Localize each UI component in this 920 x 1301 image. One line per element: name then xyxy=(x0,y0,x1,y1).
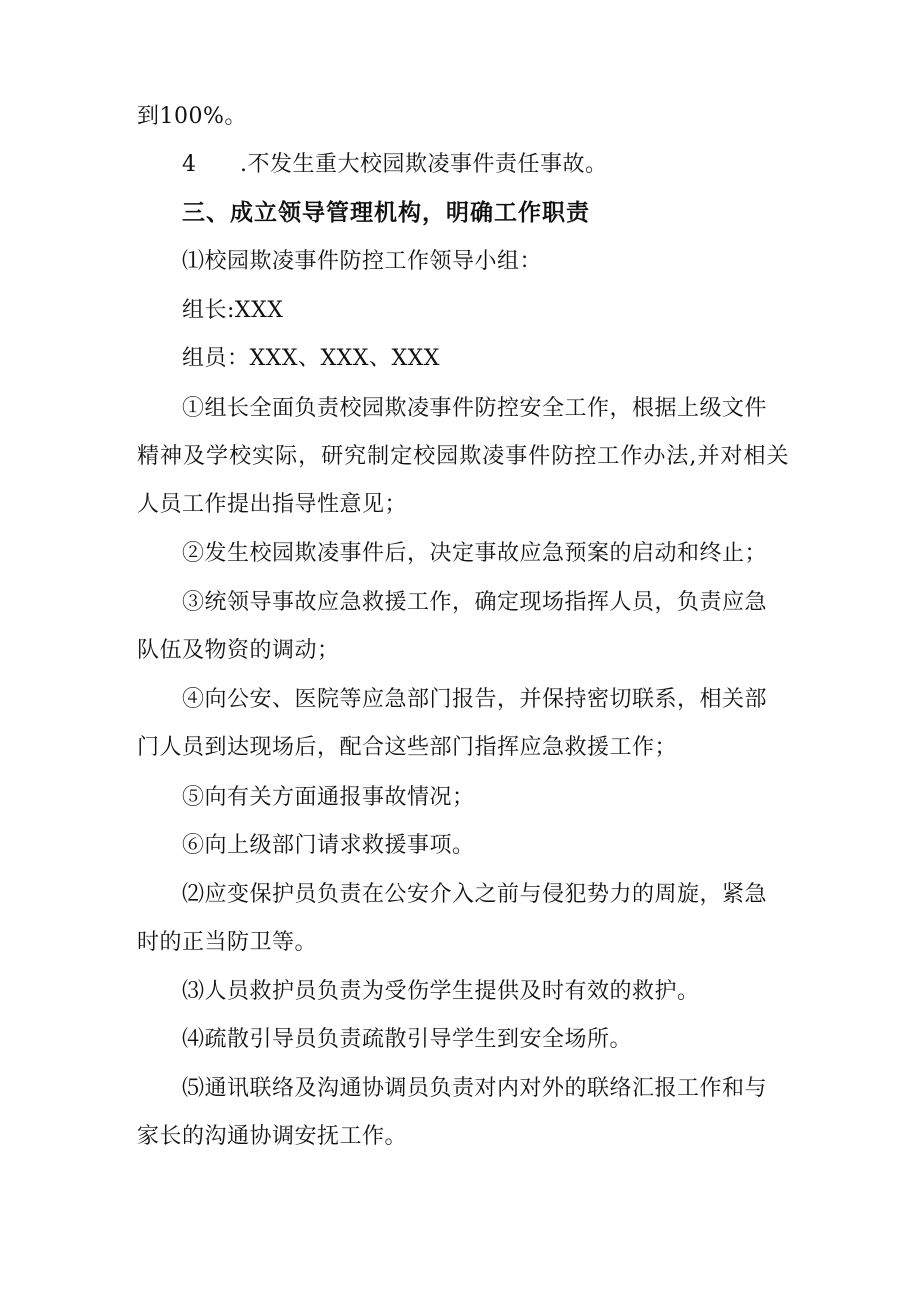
duty-2: ②发生校园欺凌事件后，决定事故应急预案的启动和终止； xyxy=(182,541,768,566)
duty-4-line-1: ④向公安、医院等应急部门报告，并保持密切联系，相关部 xyxy=(182,687,768,712)
duty-6: ⑥向上级部门请求救援事项。 xyxy=(182,833,475,858)
group-members: 组员：XXX、XXX、XXX xyxy=(182,346,440,371)
role-2-line-2: 时的正当防卫等。 xyxy=(137,930,318,955)
duty-1-line-2: 精神及学校实际，研究制定校园欺凌事件防控工作办法,并对相关 xyxy=(137,444,789,469)
item-4-text: .不发生重大校园欺凌事件责任事故。 xyxy=(240,152,608,177)
role-4: ⑷疏散引导员负责疏散引导学生到安全场所。 xyxy=(182,1027,633,1052)
duty-5: ⑤向有关方面通报事故情况； xyxy=(182,785,475,810)
duty-1-line-3: 人员工作提出指导性意见； xyxy=(137,492,408,517)
continuation-line: 到100%。 xyxy=(137,104,247,129)
role-3: ⑶人员救护员负责为受伤学生提供及时有效的救护。 xyxy=(182,979,700,1004)
duty-3-line-1: ③统领导事故应急救援工作，确定现场指挥人员，负责应急 xyxy=(182,590,768,615)
group-title: ⑴校园欺凌事件防控工作领导小组： xyxy=(182,249,543,274)
duty-4-line-2: 门人员到达现场后，配合这些部门指挥应急救援工作； xyxy=(137,735,678,760)
item-4 xyxy=(182,150,608,180)
item-4-number: 4 xyxy=(182,152,197,177)
section-heading: 三、成立领导管理机构，明确工作职责 xyxy=(182,200,590,226)
group-leader: 组长:XXX xyxy=(182,298,284,323)
duty-1-line-1: ①组长全面负责校园欺凌事件防控安全工作，根据上级文件 xyxy=(182,396,768,421)
role-5-line-1: ⑸通讯联络及沟通协调员负责对内对外的联络汇报工作和与 xyxy=(182,1076,768,1101)
duty-3-line-2: 队伍及物资的调动； xyxy=(137,638,340,663)
role-5-line-2: 家长的沟通协调安抚工作。 xyxy=(137,1124,408,1149)
role-2-line-1: ⑵应变保护员负责在公安介入之前与侵犯势力的周旋，紧急 xyxy=(182,882,768,907)
